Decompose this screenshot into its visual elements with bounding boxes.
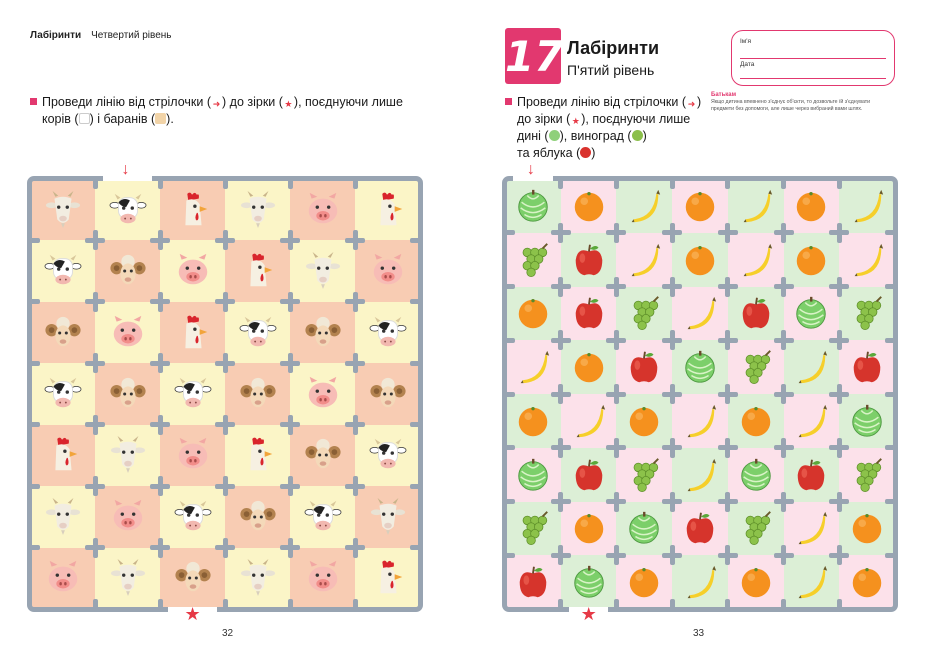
- bullet-icon: [505, 98, 512, 105]
- date-line[interactable]: [740, 78, 886, 79]
- page-number: 33: [693, 628, 705, 639]
- task-text: дині (: [517, 129, 549, 143]
- task-text: Проведи лінію від стрілочки (: [517, 95, 687, 109]
- maze-border: [27, 176, 423, 612]
- star-icon: ★: [571, 116, 580, 126]
- lesson-number: 17: [505, 32, 564, 81]
- parents-note: [711, 92, 889, 113]
- task-text: ): [697, 95, 702, 109]
- running-head-level: Четвертий рівень: [91, 30, 172, 41]
- task-text: ) і баранів (: [89, 112, 156, 126]
- task-instruction: [517, 94, 707, 162]
- lesson-title: Лабіринти: [567, 38, 660, 58]
- fruit-maze: [505, 161, 895, 624]
- end-star-icon: ★: [580, 604, 597, 624]
- start-arrow-icon: ↓: [121, 161, 130, 178]
- lesson-subtitle: П'ятий рівень: [567, 62, 655, 78]
- task-text: ), виноград (: [559, 129, 632, 143]
- task-text: ).: [166, 112, 174, 126]
- task-text: ): [591, 146, 596, 160]
- name-line[interactable]: [740, 58, 886, 59]
- page-number: 32: [222, 628, 234, 639]
- arrow-icon: ➜: [212, 99, 221, 109]
- name-date-box: [731, 30, 895, 86]
- running-head: [30, 30, 172, 41]
- bullet-icon: [30, 98, 37, 105]
- melon-icon: [549, 130, 560, 141]
- cow-icon: [79, 113, 90, 124]
- task-text: ), поєднуючи лише: [293, 95, 403, 109]
- grapes-icon: [632, 130, 643, 141]
- task-text: ), поєднуючи лише: [581, 112, 691, 126]
- task-text: ): [642, 129, 647, 143]
- task-text: та яблука (: [517, 146, 581, 160]
- task-text: Проведи лінію від стрілочки (: [42, 95, 212, 109]
- ram-icon: [155, 113, 166, 124]
- task-text: до зірки (: [517, 112, 571, 126]
- star-icon: ★: [284, 99, 293, 109]
- name-label: Ім'я: [740, 38, 752, 45]
- parents-note-text: Якщо дитина впевнено з'єднує об'єкти, то дозвольте їй з'єднувати предмети без допомоги, але лише через вибраний вами шлях.: [711, 99, 870, 112]
- maze-border: [502, 176, 898, 612]
- right-page: [463, 0, 926, 650]
- end-star-icon: ★: [184, 604, 201, 624]
- task-text: ) до зірки (: [222, 95, 283, 109]
- animal-maze: [30, 161, 420, 624]
- running-head-section: Лабіринти: [30, 30, 82, 41]
- arrow-icon: ➜: [687, 99, 696, 109]
- apple-icon: [580, 147, 591, 158]
- date-label: Дата: [740, 61, 755, 68]
- task-instruction: [42, 94, 442, 128]
- task-text: корів (: [42, 112, 79, 126]
- parents-note-title: Батькам: [711, 92, 737, 98]
- start-arrow-icon: ↓: [526, 161, 535, 178]
- lesson-number-badge: [505, 28, 564, 84]
